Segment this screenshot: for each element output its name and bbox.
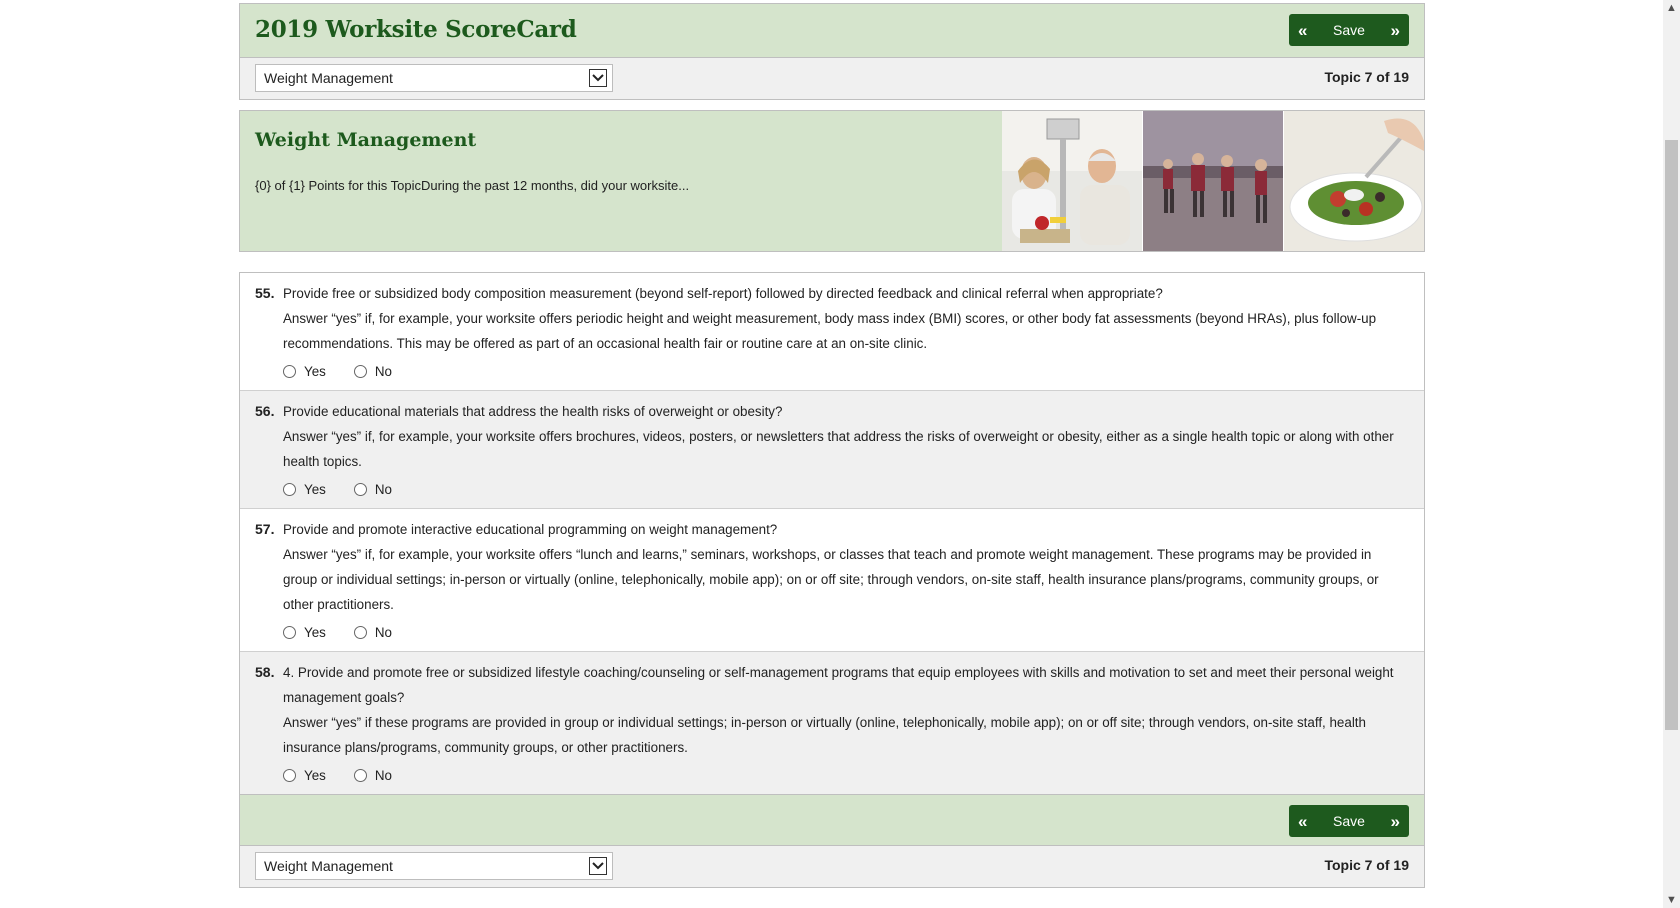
answer-no-option[interactable] [354,359,392,384]
question-help: Answer “yes” if these programs are provided in group or individual settings; in-person or virtually (online, telephonically, mobile app); on or off site; through vendors, on-site staff, health insurance plans/programs, community groups, or other practitioners. [283,715,1366,755]
topic-images [1002,111,1424,251]
topic-nav-row [240,58,1424,99]
topic-select[interactable] [255,64,613,92]
header-bar [240,4,1424,58]
scroll-down-icon[interactable]: ▼ [1666,894,1677,906]
question-text: Provide and promote interactive educational programming on weight management? [283,522,778,537]
topic-select[interactable] [255,852,613,880]
next-topic-button[interactable]: » [1390,20,1400,40]
question-text: Provide free or subsidized body composition measurement (beyond self-report) followed by directed feedback and clinical referral when appropriate? [283,286,1163,301]
answer-options [283,761,1404,789]
no-radio[interactable] [354,769,367,782]
question-help: Answer “yes” if, for example, your worksite offers “lunch and learns,” seminars, workshops, or classes that teach and promote weight management. These programs may be provided in group or individual settings; in-person or virtually (online, telephonically, mobile app); on or off site; through vendors, on-site staff, health insurance plans/programs, community groups, or other practitioners. [283,547,1379,612]
question-help: Answer “yes” if, for example, your worksite offers brochures, videos, posters, or newsletters that address the risks of overweight or obesity, either as a single health topic or along with other health topics. [283,429,1394,469]
topic-counter: Topic 7 of 19 [1324,857,1409,873]
previous-topic-button[interactable]: « [1298,811,1308,831]
topic-hero [239,110,1425,252]
yes-radio[interactable] [283,769,296,782]
save-button[interactable]: Save [1333,813,1365,829]
question-text: Provide educational materials that address the health risks of overweight or obesity? [283,404,783,419]
salad-photo [1283,111,1424,251]
consultation-photo [1002,111,1142,251]
answer-no-option[interactable] [354,620,392,645]
question-56 [240,391,1424,509]
scroll-up-icon[interactable]: ▲ [1666,2,1677,14]
footer-bar [240,795,1424,846]
scrollbar-thumb[interactable] [1665,140,1678,730]
answer-yes-option[interactable] [283,359,326,384]
question-55 [240,273,1424,391]
yes-radio[interactable] [283,626,296,639]
topic-select-value: Weight Management [264,70,393,86]
save-button[interactable]: Save [1333,22,1365,38]
previous-topic-button[interactable]: « [1298,20,1308,40]
no-label: No [374,767,392,783]
topic-select-value: Weight Management [264,858,393,874]
answer-options [283,475,1404,503]
question-57 [240,509,1424,652]
no-label: No [374,363,392,379]
bottom-panel [239,795,1425,888]
topic-nav-row-bottom [240,846,1424,887]
yes-label: Yes [304,363,326,379]
question-number: 55. [255,285,275,301]
chevron-down-icon[interactable] [589,857,607,875]
answer-yes-option[interactable] [283,477,326,502]
question-58 [240,652,1424,794]
yes-radio[interactable] [283,365,296,378]
answer-options [283,357,1404,385]
vertical-scrollbar[interactable] [1663,0,1680,908]
question-number: 56. [255,403,275,419]
page-title: 2019 Worksite ScoreCard [255,16,577,43]
answer-no-option[interactable] [354,477,392,502]
no-radio[interactable] [354,365,367,378]
yes-label: Yes [304,624,326,640]
top-panel [239,3,1425,100]
topic-counter: Topic 7 of 19 [1324,69,1409,85]
yes-radio[interactable] [283,483,296,496]
question-number: 57. [255,521,275,537]
answer-yes-option[interactable] [283,620,326,645]
topic-points-text: {0} of {1} Points for this TopicDuring the past 12 months, did your worksite... [255,178,690,193]
no-label: No [374,624,392,640]
no-radio[interactable] [354,483,367,496]
topic-heading: Weight Management [255,129,477,151]
questions-list [239,272,1425,795]
no-label: No [374,481,392,497]
question-text: 4. Provide and promote free or subsidized lifestyle coaching/counseling or self-management programs that equip employees with skills and motivation to set and meet their personal weight management goals? [283,665,1394,705]
question-number: 58. [255,664,275,680]
question-help: Answer “yes” if, for example, your worksite offers periodic height and weight measurement, body mass index (BMI) scores, or other body fat assessments (beyond HRAs), plus follow-up recommendations. This may be offered as part of an occasional health fair or routine care at an on-site clinic. [283,311,1377,351]
yes-label: Yes [304,767,326,783]
save-nav-group-bottom [1289,805,1409,837]
scorecard-container [239,3,1425,888]
save-nav-group [1289,14,1409,46]
answer-yes-option[interactable] [283,763,326,788]
answer-options [283,618,1404,646]
walkers-photo [1142,111,1283,251]
no-radio[interactable] [354,626,367,639]
answer-no-option[interactable] [354,763,392,788]
yes-label: Yes [304,481,326,497]
next-topic-button[interactable]: » [1390,811,1400,831]
chevron-down-icon[interactable] [589,69,607,87]
